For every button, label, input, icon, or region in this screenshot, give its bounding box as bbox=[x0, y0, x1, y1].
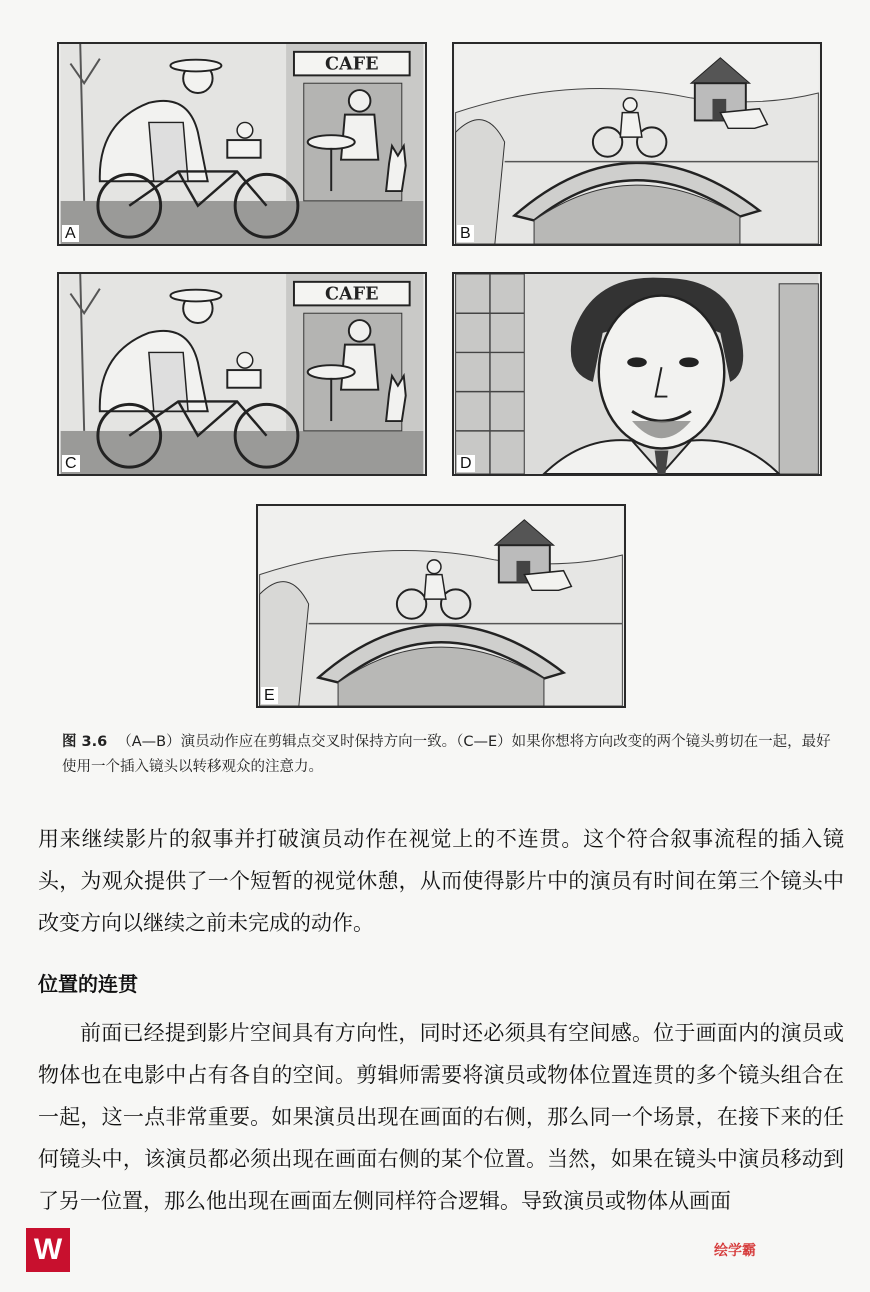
bridge-farm-illustration bbox=[454, 44, 820, 244]
body-paragraph-2: 前面已经提到影片空间具有方向性，同时还必须具有空间感。位于画面内的演员或物体也在电影中占有各自的空间。剪辑师需要将演员或物体位置连贯的多个镜头组合在一起，这一点非常重要。如果演员出现在画面的右侧，那么同一个场景，在接下来的任何镜头中，该演员都必须出现在画面右侧的某个位置。当然，如果在镜头中演员移动到了另一位置，那么他出现在画面左侧同样符合逻辑。导致演员或物体从画面 bbox=[38, 1021, 844, 1213]
publisher-logo-icon: W bbox=[26, 1228, 70, 1272]
panel-letter: B bbox=[457, 225, 474, 242]
panel-letter: D bbox=[457, 455, 475, 472]
figure-caption-text: （A—B）演员动作应在剪辑点交叉时保持方向一致。（C—E）如果你想将方向改变的两个镜头剪切在一起，最好使用一个插入镜头以转移观众的注意力。 bbox=[62, 734, 831, 775]
cyclist-cafe-illustration bbox=[59, 44, 425, 244]
bridge-farm-illustration bbox=[258, 506, 624, 706]
cafe-sign-text: CAFE bbox=[324, 53, 379, 75]
body-paragraph-1: 用来继续影片的叙事并打破演员动作在视觉上的不连贯。这个符合叙事流程的插入镜头，为观众提供了一个短暂的视觉休憩，从而使得影片中的演员有时间在第三个镜头中改变方向以继续之前未完成的动作。 bbox=[38, 827, 844, 935]
figure-panel-b bbox=[452, 42, 822, 246]
figure-number: 图 3.6 bbox=[62, 734, 108, 750]
figure-panel-d bbox=[452, 272, 822, 476]
panel-letter: C bbox=[62, 455, 80, 472]
site-watermark: 绘学霸 bbox=[714, 1243, 756, 1259]
section-heading: 位置的连贯 bbox=[38, 972, 138, 996]
cafe-sign-text: CAFE bbox=[324, 283, 379, 305]
figure-caption bbox=[62, 730, 832, 780]
figure-panel-e bbox=[256, 504, 626, 708]
man-closeup-illustration bbox=[454, 274, 820, 474]
panel-letter: E bbox=[261, 687, 278, 704]
figure-panel-a bbox=[57, 42, 427, 246]
figure-panel-c bbox=[57, 272, 427, 476]
panel-letter: A bbox=[62, 225, 79, 242]
cyclist-cafe-illustration bbox=[59, 274, 425, 474]
